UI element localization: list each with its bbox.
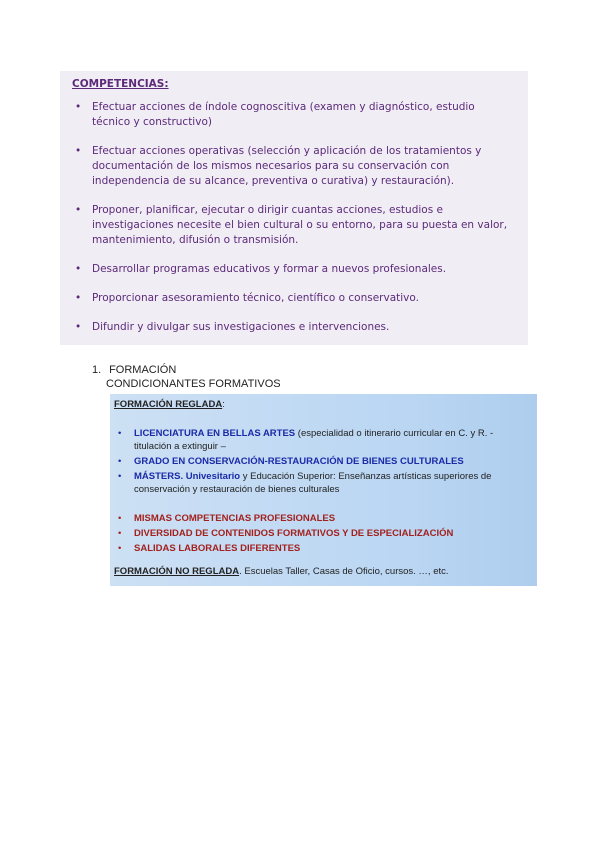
competencia-item: • Efectuar acciones operativas (selección y aplicación de los tratamientos y documentación de los mismos necesarios para su conservación con independencia de su alcance, preventiva o curativa) y restauración). — [72, 144, 516, 189]
reglada-item — [114, 470, 531, 496]
competencias-title: COMPETENCIAS: — [72, 78, 169, 90]
reglada-item — [114, 455, 531, 468]
consequence-text: MISMAS COMPETENCIAS PROFESIONALES — [134, 513, 336, 524]
reglada-item-text: (especialidad o itinerario curricular en C. y R. - titulación a extinguir – — [134, 428, 494, 452]
section-subtitle: CONDICIONANTES FORMATIVOS — [106, 378, 281, 390]
no-reglada-text: . Escuelas Taller, Casas de Oficio, cursos. …, etc. — [239, 566, 449, 577]
no-reglada-label: FORMACIÓN NO REGLADA — [114, 566, 240, 577]
reglada-item-bold: LICENCIATURA EN BELLAS ARTES — [134, 428, 296, 439]
section-title: FORMACIÓN — [109, 364, 177, 376]
reglada-list — [114, 427, 531, 496]
reglada-item-text: y Educación Superior: Enseñanzas artísticas superiores de conservación y restauración de bienes culturales — [134, 471, 492, 495]
consequence-item — [114, 512, 531, 525]
reglada-item-bold: MÁSTERS. Univesitario — [134, 471, 241, 482]
competencia-item: • Difundir y divulgar sus investigaciones e intervenciones. — [72, 320, 516, 335]
consequence-item — [114, 542, 531, 555]
consequence-item — [114, 527, 531, 540]
reglada-colon: : — [222, 399, 225, 410]
reglada-item — [114, 427, 531, 453]
reglada-item-bold: GRADO EN CONSERVACIÓN-RESTAURACIÓN DE BIENES CULTURALES — [134, 456, 464, 467]
competencia-item: • Proporcionar asesoramiento técnico, científico o conservativo. — [72, 291, 516, 306]
consequences-list — [114, 512, 531, 555]
consequence-text: DIVERSIDAD DE CONTENIDOS FORMATIVOS Y DE ESPECIALIZACIÓN — [134, 528, 454, 539]
section-number: 1. — [92, 364, 102, 376]
competencia-item: • Desarrollar programas educativos y formar a nuevos profesionales. — [72, 262, 516, 277]
competencias-box — [60, 71, 528, 345]
consequence-text: SALIDAS LABORALES DIFERENTES — [134, 543, 301, 554]
competencia-item: • Proponer, planificar, ejecutar o dirigir cuantas acciones, estudios e investigaciones necesite el bien cultural o su entorno, para su puesta en valor, mantenimiento, difusión o transmisión. — [72, 203, 516, 248]
no-reglada-line — [114, 565, 531, 578]
formacion-box — [110, 394, 537, 586]
reglada-title: FORMACIÓN REGLADA — [114, 399, 223, 410]
section-heading — [92, 363, 281, 391]
reglada-heading — [114, 398, 531, 411]
competencias-list — [72, 100, 516, 335]
competencia-item: • Efectuar acciones de índole cognoscitiva (examen y diagnóstico, estudio técnico y constructivo) — [72, 100, 516, 130]
